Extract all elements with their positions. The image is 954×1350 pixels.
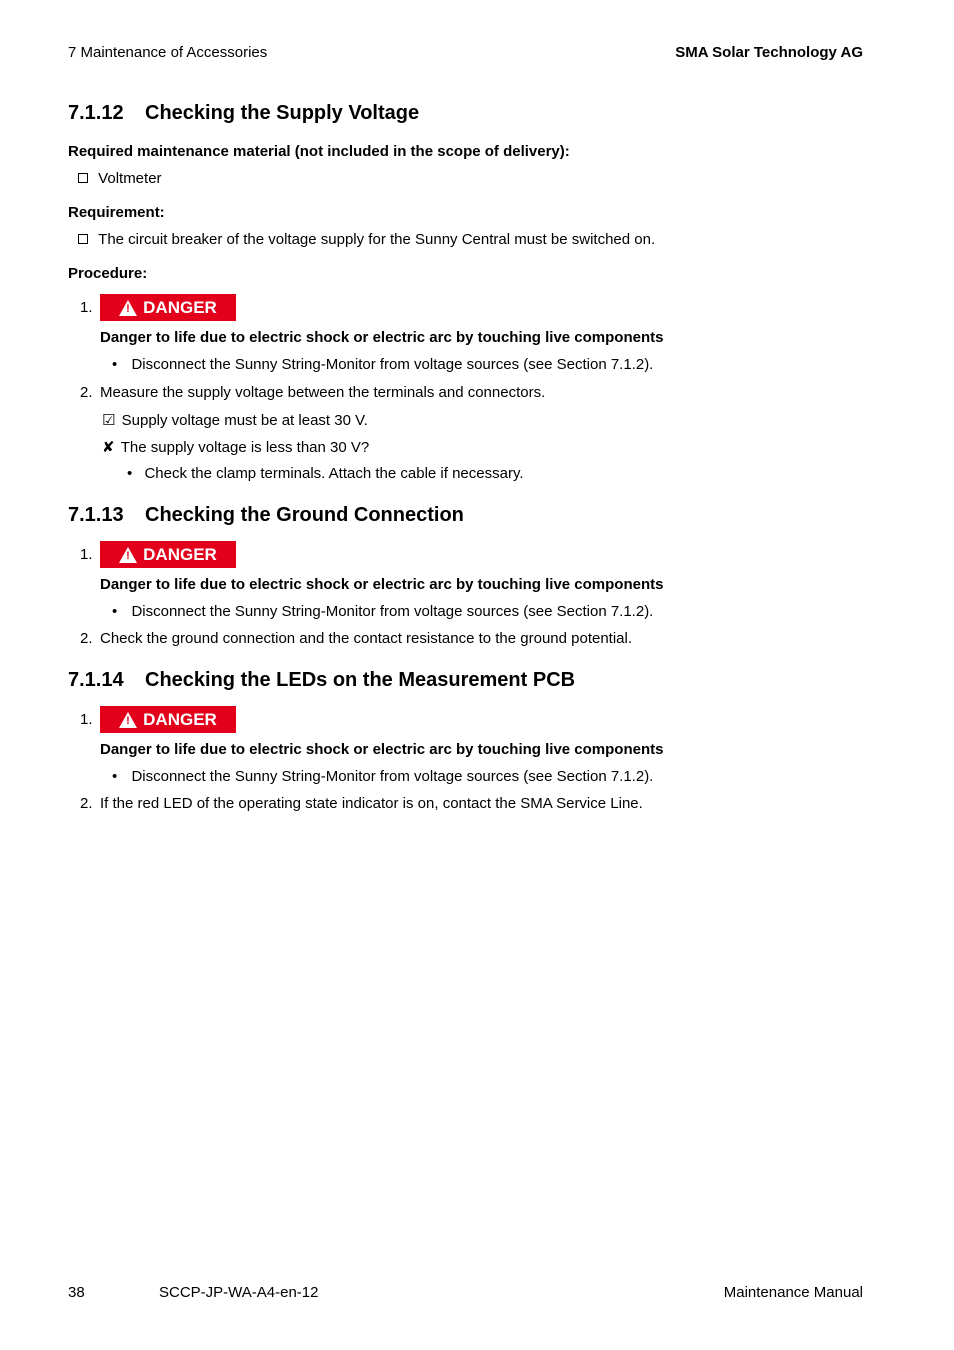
material-item: [78, 170, 162, 187]
section-number: 7.1.12: [68, 102, 124, 124]
danger-bullet: [112, 356, 653, 373]
danger-badge: [100, 541, 236, 568]
procedure-label: Procedure:: [68, 265, 148, 282]
result-ok: [102, 411, 368, 429]
step-number: 1.: [80, 299, 93, 316]
footer-page-number: 38: [68, 1284, 85, 1301]
fail-bullet-text: Check the clamp terminals. Attach the cable if necessary.: [144, 465, 524, 482]
danger-bullet-text: Disconnect the Sunny String-Monitor from voltage sources (see Section 7.1.2).: [131, 356, 654, 373]
requirement-item: [78, 231, 655, 248]
section-number: 7.1.14: [68, 669, 124, 691]
danger-badge: [100, 706, 236, 733]
checkbox-icon: [78, 234, 88, 244]
bullet-icon: •: [112, 603, 118, 620]
danger-title: Danger to life due to electric shock or electric arc by touching live components: [100, 576, 664, 593]
warning-triangle-icon: [119, 300, 137, 316]
footer-doc-title: Maintenance Manual: [723, 1284, 863, 1301]
section-title: Checking the Supply Voltage: [145, 102, 420, 124]
section-heading-7-1-12: [68, 102, 419, 125]
step-number: 1.: [80, 711, 93, 728]
result-ok-text: Supply voltage must be at least 30 V.: [121, 412, 368, 429]
step-number: 2.: [80, 795, 93, 812]
danger-title: Danger to life due to electric shock or electric arc by touching live components: [100, 741, 664, 758]
danger-badge: [100, 294, 236, 321]
danger-bullet: [112, 603, 653, 620]
step-text: If the red LED of the operating state indicator is on, contact the SMA Service Line.: [100, 795, 643, 812]
section-heading-7-1-14: [68, 669, 575, 692]
danger-bullet-text: Disconnect the Sunny String-Monitor from voltage sources (see Section 7.1.2).: [131, 768, 654, 785]
step-number: 2.: [80, 630, 93, 647]
header-chapter: 7 Maintenance of Accessories: [68, 44, 268, 61]
section-title: Checking the Ground Connection: [145, 504, 464, 526]
danger-bullet: [112, 768, 653, 785]
checkmark-box-icon: ☑: [102, 412, 116, 429]
step-text: Measure the supply voltage between the terminals and connectors.: [100, 384, 546, 401]
requirement-item-text: The circuit breaker of the voltage supply for the Sunny Central must be switched on.: [98, 231, 656, 248]
result-fail-text: The supply voltage is less than 30 V?: [120, 439, 370, 456]
danger-label: DANGER: [143, 544, 217, 564]
bullet-icon: •: [112, 356, 118, 373]
material-item-text: Voltmeter: [98, 170, 162, 187]
footer-doc-code: SCCP-JP-WA-A4-en-12: [159, 1284, 319, 1301]
danger-bullet-text: Disconnect the Sunny String-Monitor from voltage sources (see Section 7.1.2).: [131, 603, 654, 620]
requirement-label: Requirement:: [68, 204, 165, 221]
step-number: 1.: [80, 546, 93, 563]
bullet-icon: •: [127, 465, 133, 482]
danger-label: DANGER: [143, 297, 217, 317]
cross-icon: ✘: [102, 439, 115, 456]
warning-triangle-icon: [119, 547, 137, 563]
section-heading-7-1-13: [68, 504, 464, 527]
bullet-icon: •: [112, 768, 118, 785]
section-title: Checking the LEDs on the Measurement PCB: [145, 669, 576, 691]
fail-bullet: [127, 465, 524, 482]
danger-label: DANGER: [143, 709, 217, 729]
step-number: 2.: [80, 384, 93, 401]
step-text: Check the ground connection and the contact resistance to the ground potential.: [100, 630, 633, 647]
material-label: Required maintenance material (not included in the scope of delivery):: [68, 143, 570, 160]
section-number: 7.1.13: [68, 504, 124, 526]
header-company: SMA Solar Technology AG: [675, 44, 863, 61]
result-fail: [102, 438, 369, 456]
danger-title: Danger to life due to electric shock or electric arc by touching live components: [100, 329, 664, 346]
checkbox-icon: [78, 173, 88, 183]
warning-triangle-icon: [119, 712, 137, 728]
